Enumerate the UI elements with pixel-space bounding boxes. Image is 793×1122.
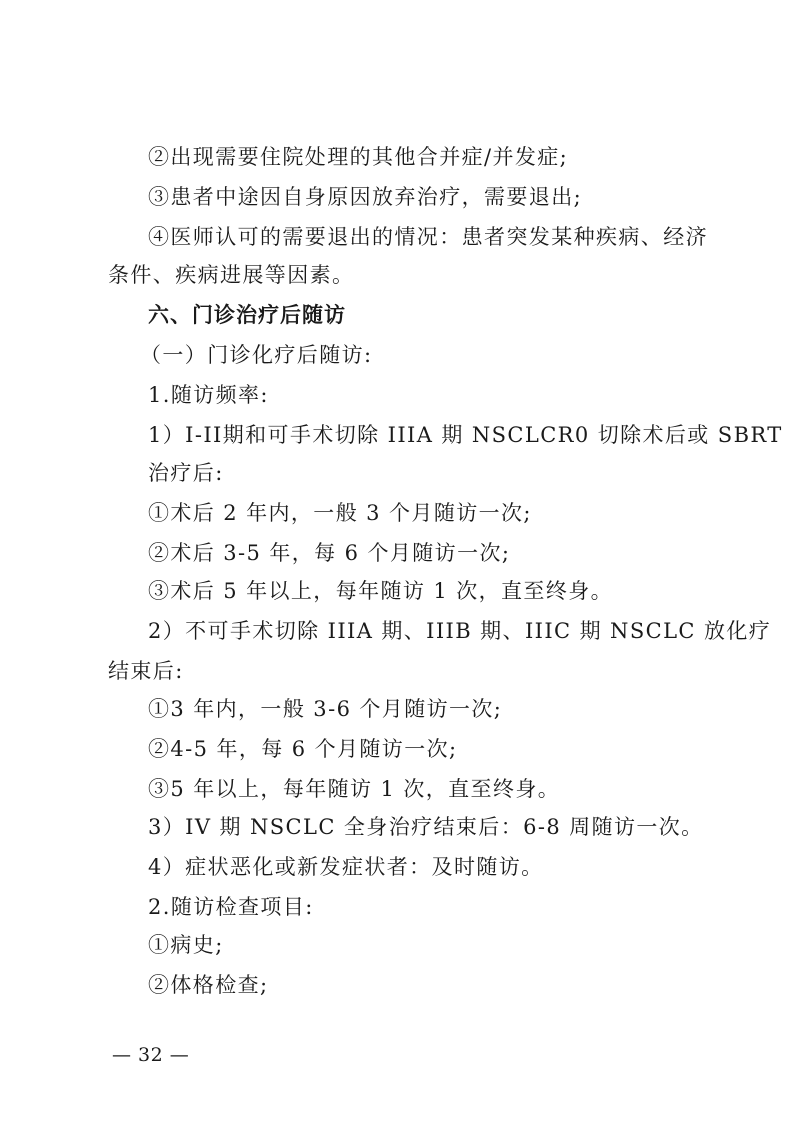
text-line: ①术后 2 年内，一般 3 个月随访一次; (148, 501, 532, 525)
text-line: ②体格检查; (148, 973, 269, 997)
text-line: ②出现需要住院处理的其他合并症/并发症; (148, 145, 569, 169)
text-line: ①病史; (148, 933, 224, 957)
text-line: 1.随访频率: (148, 383, 269, 407)
text-line: ②4-5 年，每 6 个月随访一次; (148, 737, 458, 761)
text-line: ③术后 5 年以上，每年随访 1 次，直至终身。 (148, 579, 614, 603)
text-line: 1）I-II期和可手术切除 IIIA 期 NSCLCR0 切除术后或 SBRT (148, 423, 783, 447)
text-line: ②术后 3-5 年，每 6 个月随访一次; (148, 541, 511, 565)
text-line: ③5 年以上，每年随访 1 次，直至终身。 (148, 777, 561, 801)
text-line: 4）症状恶化或新发症状者：及时随访。 (148, 855, 544, 879)
text-line: 2.随访检查项目: (148, 895, 314, 919)
text-line: 条件、疾病进展等因素。 (108, 263, 355, 287)
text-line: 治疗后: (148, 461, 224, 485)
text-line: 3）IV 期 NSCLC 全身治疗结束后：6-8 周随访一次。 (148, 815, 704, 839)
text-line: ①3 年内，一般 3-6 个月随访一次; (148, 697, 503, 721)
text-line: 2）不可手术切除 IIIA 期、IIIB 期、IIIC 期 NSCLC 放化疗 (148, 619, 772, 643)
section-heading: 六、门诊治疗后随访 (148, 303, 346, 327)
page-number: — 32 — (112, 1044, 190, 1066)
text-line: ③患者中途因自身原因放弃治疗，需要退出; (148, 185, 583, 209)
subsection-heading: （一）门诊化疗后随访: (140, 343, 373, 367)
text-line: ④医师认可的需要退出的情况：患者突发某种疾病、经济 (148, 225, 708, 249)
text-line: 结束后: (108, 659, 184, 683)
